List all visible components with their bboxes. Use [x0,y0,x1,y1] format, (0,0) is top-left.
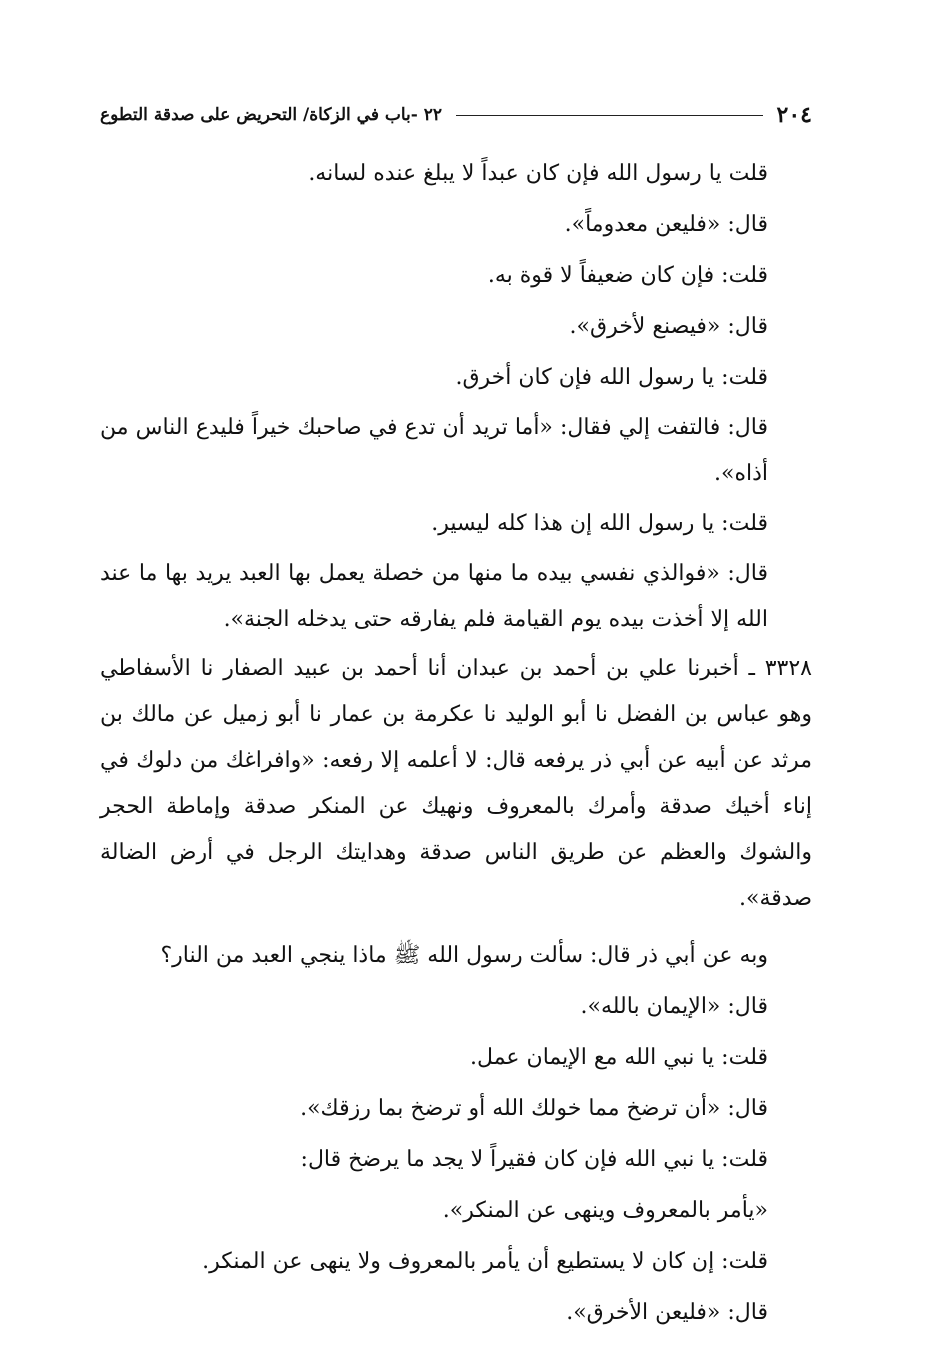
chapter-title: ٢٢ -باب في الزكاة/ التحريض على صدقة التطوع [100,105,443,125]
page-number: ٢٠٤ [776,102,812,128]
text-line: قال: «فليعن الأخرق». [566,1300,768,1325]
text-line: قلت: يا نبي الله فإن كان فقيراً لا يجد ما يرضخ قال: [300,1147,768,1172]
text-line: قلت: يا نبي الله مع الإيمان عمل. [470,1045,768,1070]
header-rule [456,115,763,116]
text-line: قال: «فليعن معدوماً». [564,212,768,237]
text-line: قلت: إن كان لا يستطيع أن يأمر بالمعروف ولا ينهى عن المنكر. [202,1249,768,1274]
text-line: قال: «فيصنع لأخرق». [569,314,768,339]
text-line: قلت: فإن كان ضعيفاً لا قوة به. [487,263,768,288]
hadith-3328-paragraph: ٣٣٢٨ ـ أخبرنا علي بن أحمد بن عبدان أنا أحمد بن عبيد الصفار نا الأسفاطي وهو عباس بن الفضل نا أبو الوليد نا عكرمة بن عمار نا أبو زميل عن مالك بن مرثد عن أبيه عن أبي ذر يرفعه قال: لا أعلمه إلا رفعه: «وافراغك من دلوك في إناء أخيك صدقة وأمرك بالمعروف ونهيك عن المنكر صدقة وإماطة الحجر والشوك والعظم عن طريق الناس صدقة وهدايتك الرجل في أرض الضالة صدقة». [100,656,812,911]
text-line: وبه عن أبي ذر قال: سألت رسول الله ﷺ ماذا ينجي العبد من النار؟ [160,943,768,968]
text-line: قلت: يا رسول الله فإن كان أخرق. [455,365,768,390]
text-line: قلت: يا رسول الله إن هذا كله ليسير. [431,511,768,536]
text-body [100,150,812,1340]
text-line: قلت يا رسول الله فإن كان عبداً لا يبلغ عنده لسانه. [308,161,768,186]
text-paragraph: قال: «فوالذي نفسي بيده ما منها من خصلة يعمل بها العبد يريد بها ما عند الله إلا أخذت بيده يوم القيامة فلم يفارقه حتى يدخله الجنة». [100,561,768,632]
text-line: قال: «الإيمان بالله». [580,994,768,1019]
text-line: «يأمر بالمعروف وينهى عن المنكر». [442,1198,768,1223]
text-paragraph: قال: فالتفت إلي فقال: «أما تريد أن تدع في صاحبك خيراً فليدع الناس من أذاه». [100,415,768,486]
text-line: قال: «أن ترضخ مما خولك الله أو ترضخ بما رزقك». [300,1096,768,1121]
running-header [100,98,812,132]
